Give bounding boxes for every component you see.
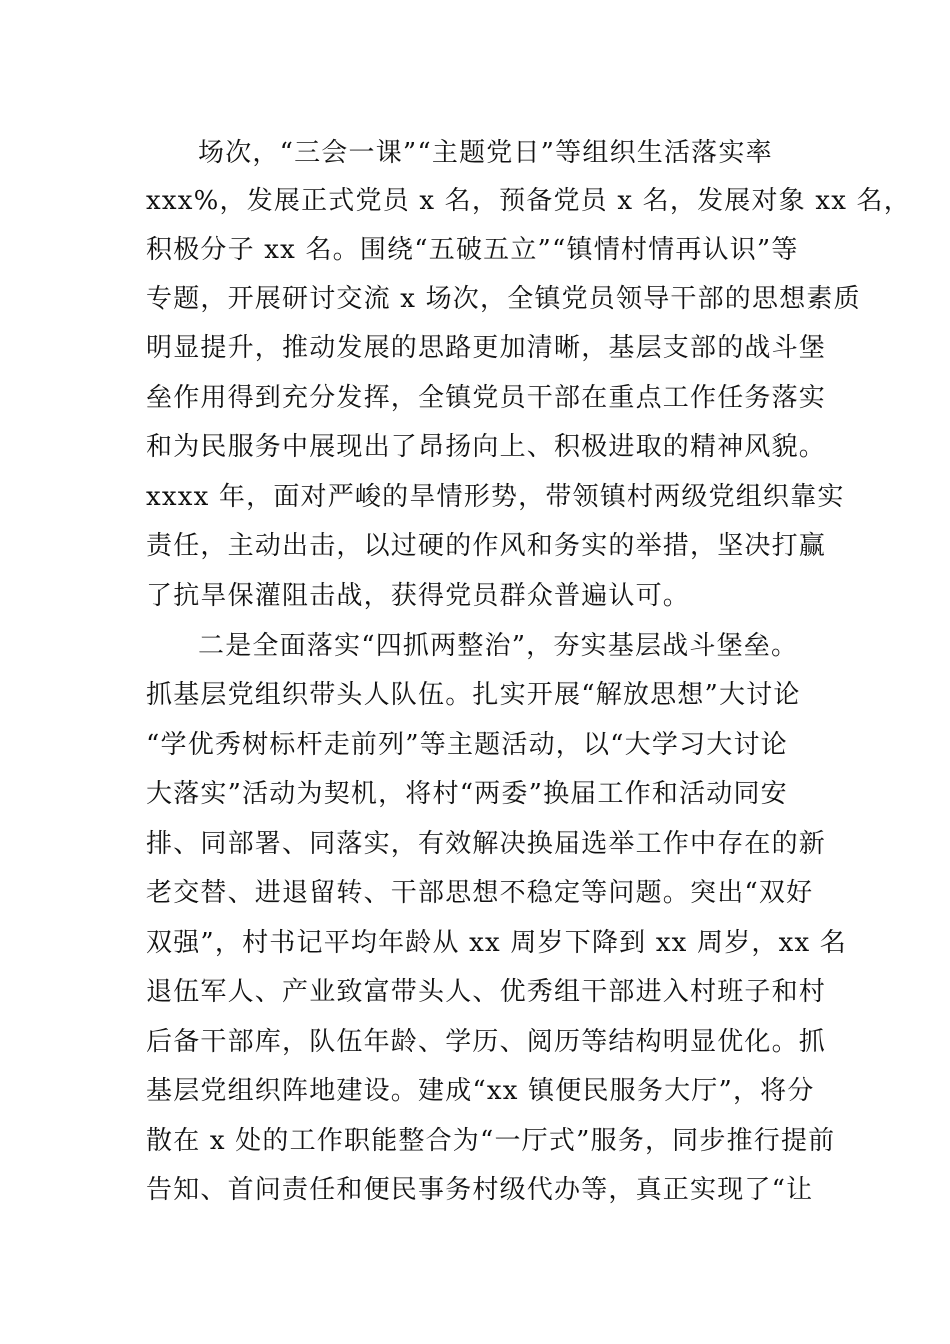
text-line: 责任，主动出击，以过硬的作风和务实的举措，坚决打赢 [146, 531, 827, 561]
text-line: 基层党组织阵地建设。建成“xx 镇便民服务大厅”，将分 [146, 1076, 815, 1106]
text-line: 退伍军人、产业致富带头人、优秀组干部进入村班子和村 [146, 977, 827, 1007]
paragraph-heading-line: 二是全面落实“四抓两整治”，夯实基层战斗堡垒。 [198, 631, 799, 661]
text-line: 散在 x 处的工作职能整合为“一厅式”服务，同步推行提前 [146, 1126, 836, 1156]
text-line: xxx%，发展正式党员 x 名，预备党员 x 名，发展对象 xx 名， [146, 186, 911, 216]
text-line: “学优秀树标杆走前列”等主题活动，以“大学习大讨论 [146, 730, 788, 760]
text-line: 了抗旱保灌阻击战，获得党员群众普遍认可。 [146, 581, 691, 611]
text-line: 双强”，村书记平均年龄从 xx 周岁下降到 xx 周岁，xx 名 [146, 928, 847, 958]
text-line: 后备干部库，队伍年龄、学历、阅历等结构明显优化。抓 [146, 1027, 827, 1057]
text-line: 专题，开展研讨交流 x 场次，全镇党员领导干部的思想素质 [146, 284, 861, 314]
text-line: 和为民服务中展现出了昂扬向上、积极进取的精神风貌。 [146, 432, 827, 462]
text-line: 明显提升，推动发展的思路更加清晰，基层支部的战斗堡 [146, 333, 827, 363]
text-line: 场次，“三会一课”“主题党日”等组织生活落实率 [198, 138, 773, 168]
text-line: 告知、首问责任和便民事务村级代办等，真正实现了“让 [146, 1175, 814, 1205]
text-line: 抓基层党组织带头人队伍。扎实开展“解放思想”大讨论 [146, 680, 801, 710]
text-line: 垒作用得到充分发挥，全镇党员干部在重点工作任务落实 [146, 383, 827, 413]
text-line: 排、同部署、同落实，有效解决换届选举工作中存在的新 [146, 829, 827, 859]
text-line: 积极分子 xx 名。围绕“五破五立”“镇情村情再认识”等 [146, 235, 799, 265]
text-line: xxxx 年，面对严峻的旱情形势，带领镇村两级党组织靠实 [146, 482, 845, 512]
text-line: 老交替、进退留转、干部思想不稳定等问题。突出“双好 [146, 878, 814, 908]
text-line: 大落实”活动为契机，将村“两委”换届工作和活动同安 [146, 779, 788, 809]
